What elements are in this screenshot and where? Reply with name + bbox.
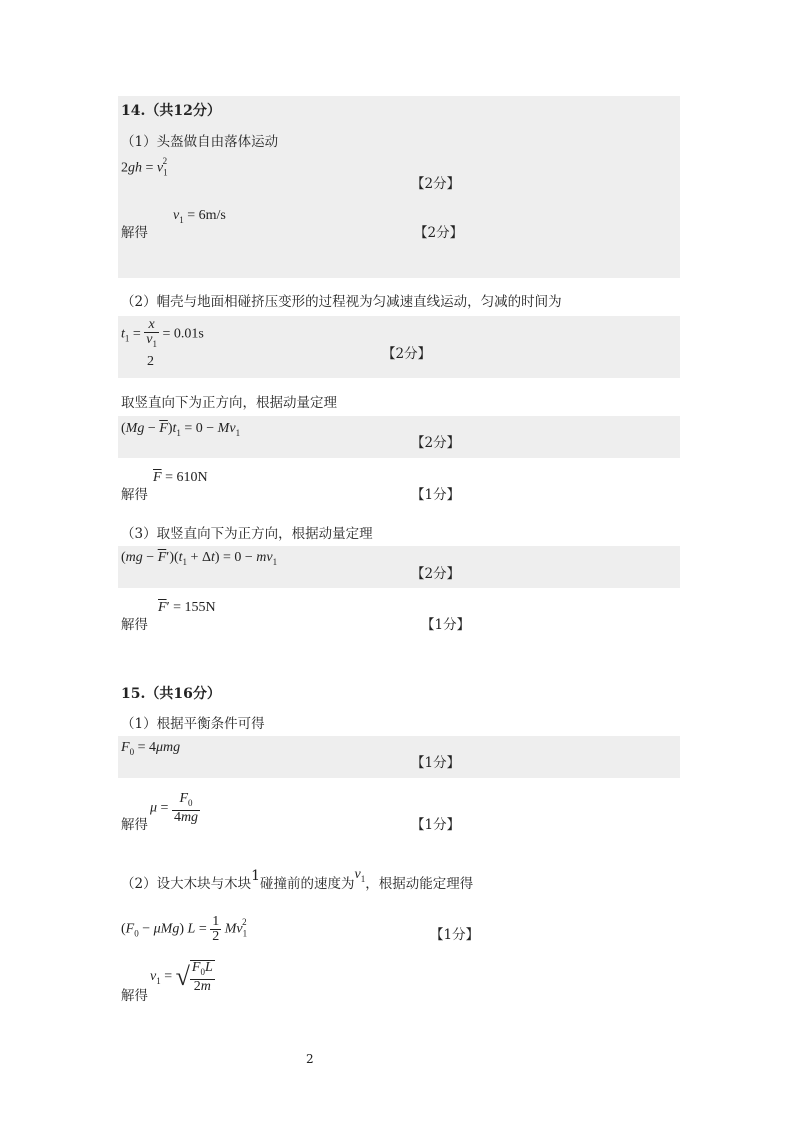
q15-eq-v1-sqrt: $v_1$ = √ $\frac{F_0L}{2m}$ (150, 960, 213, 994)
score-badge: 【1分】 (411, 487, 461, 503)
q14-part1-intro: （1）头盔做自由落体运动 (121, 134, 279, 150)
solve-label: 解得 (121, 487, 148, 503)
score-badge: 【2分】 (414, 225, 464, 241)
q14-eq-t1-den2: 2 (147, 354, 154, 369)
page-number: 2 (306, 1052, 314, 1066)
q15-header: 15.（共16分） (121, 686, 221, 702)
q14-eq-F: $\overline{F} = 610N$ (153, 470, 208, 485)
q14-eq-Fprime: $\overline{F}' = 155N$ (158, 600, 216, 615)
solve-label: 解得 (121, 817, 148, 833)
score-badge: 【1分】 (411, 817, 461, 833)
q15-eq-mu: μ = $\frac{F_0}{4mg}$ (150, 791, 199, 825)
q14-eq-t1: $t_1$ = $\frac{x}{v_1}$ = 0.01s (121, 317, 204, 349)
q14-eq-v1: $v_1 = 6m/s$ (173, 208, 226, 225)
highlight-band (118, 96, 680, 278)
score-badge: 【1分】 (430, 927, 480, 943)
solve-label: 解得 (121, 617, 148, 633)
score-badge: 【2分】 (411, 435, 461, 451)
q15-eq-energy: $(F_0 - \mu Mg) L$ = $\frac{1}{2}$ $Mv_1^2$ (121, 914, 248, 944)
q14-eq-momentum: $(Mg - \overline{F})t_1 = 0 - Mv_1$ (121, 421, 241, 438)
q14-header: 14.（共12分） (121, 103, 221, 119)
q14-eq-momentum-2: $(mg - \overline{F}')(t_1 + \Delta t) = 0 - mv_1$ (121, 550, 278, 567)
solve-label: 解得 (121, 988, 148, 1004)
q14-part3-intro: （3）取竖直向下为正方向，根据动量定理 (121, 526, 373, 542)
q14-eq-freefall: $2gh = v_1^2$ (121, 156, 168, 178)
score-badge: 【2分】 (411, 176, 461, 192)
q14-part2-intro: （2）帽壳与地面相碰挤压变形的过程视为匀减速直线运动，匀减的时间为 (121, 294, 562, 310)
q15-eq-F0: $F_0 = 4\mu mg$ (121, 740, 181, 757)
solve-label: 解得 (121, 225, 148, 241)
score-badge: 【1分】 (411, 755, 461, 771)
q15-part1-intro: （1）根据平衡条件可得 (121, 716, 265, 732)
score-badge: 【2分】 (382, 346, 432, 362)
q14-direction-text: 取竖直向下为正方向，根据动量定理 (121, 395, 337, 411)
highlight-band (118, 736, 680, 778)
q15-part2-intro: （2）设大木块与木块1碰撞前的速度为$v_1$，根据动能定理得 (121, 867, 474, 892)
score-badge: 【2分】 (411, 566, 461, 582)
score-badge: 【1分】 (421, 617, 471, 633)
